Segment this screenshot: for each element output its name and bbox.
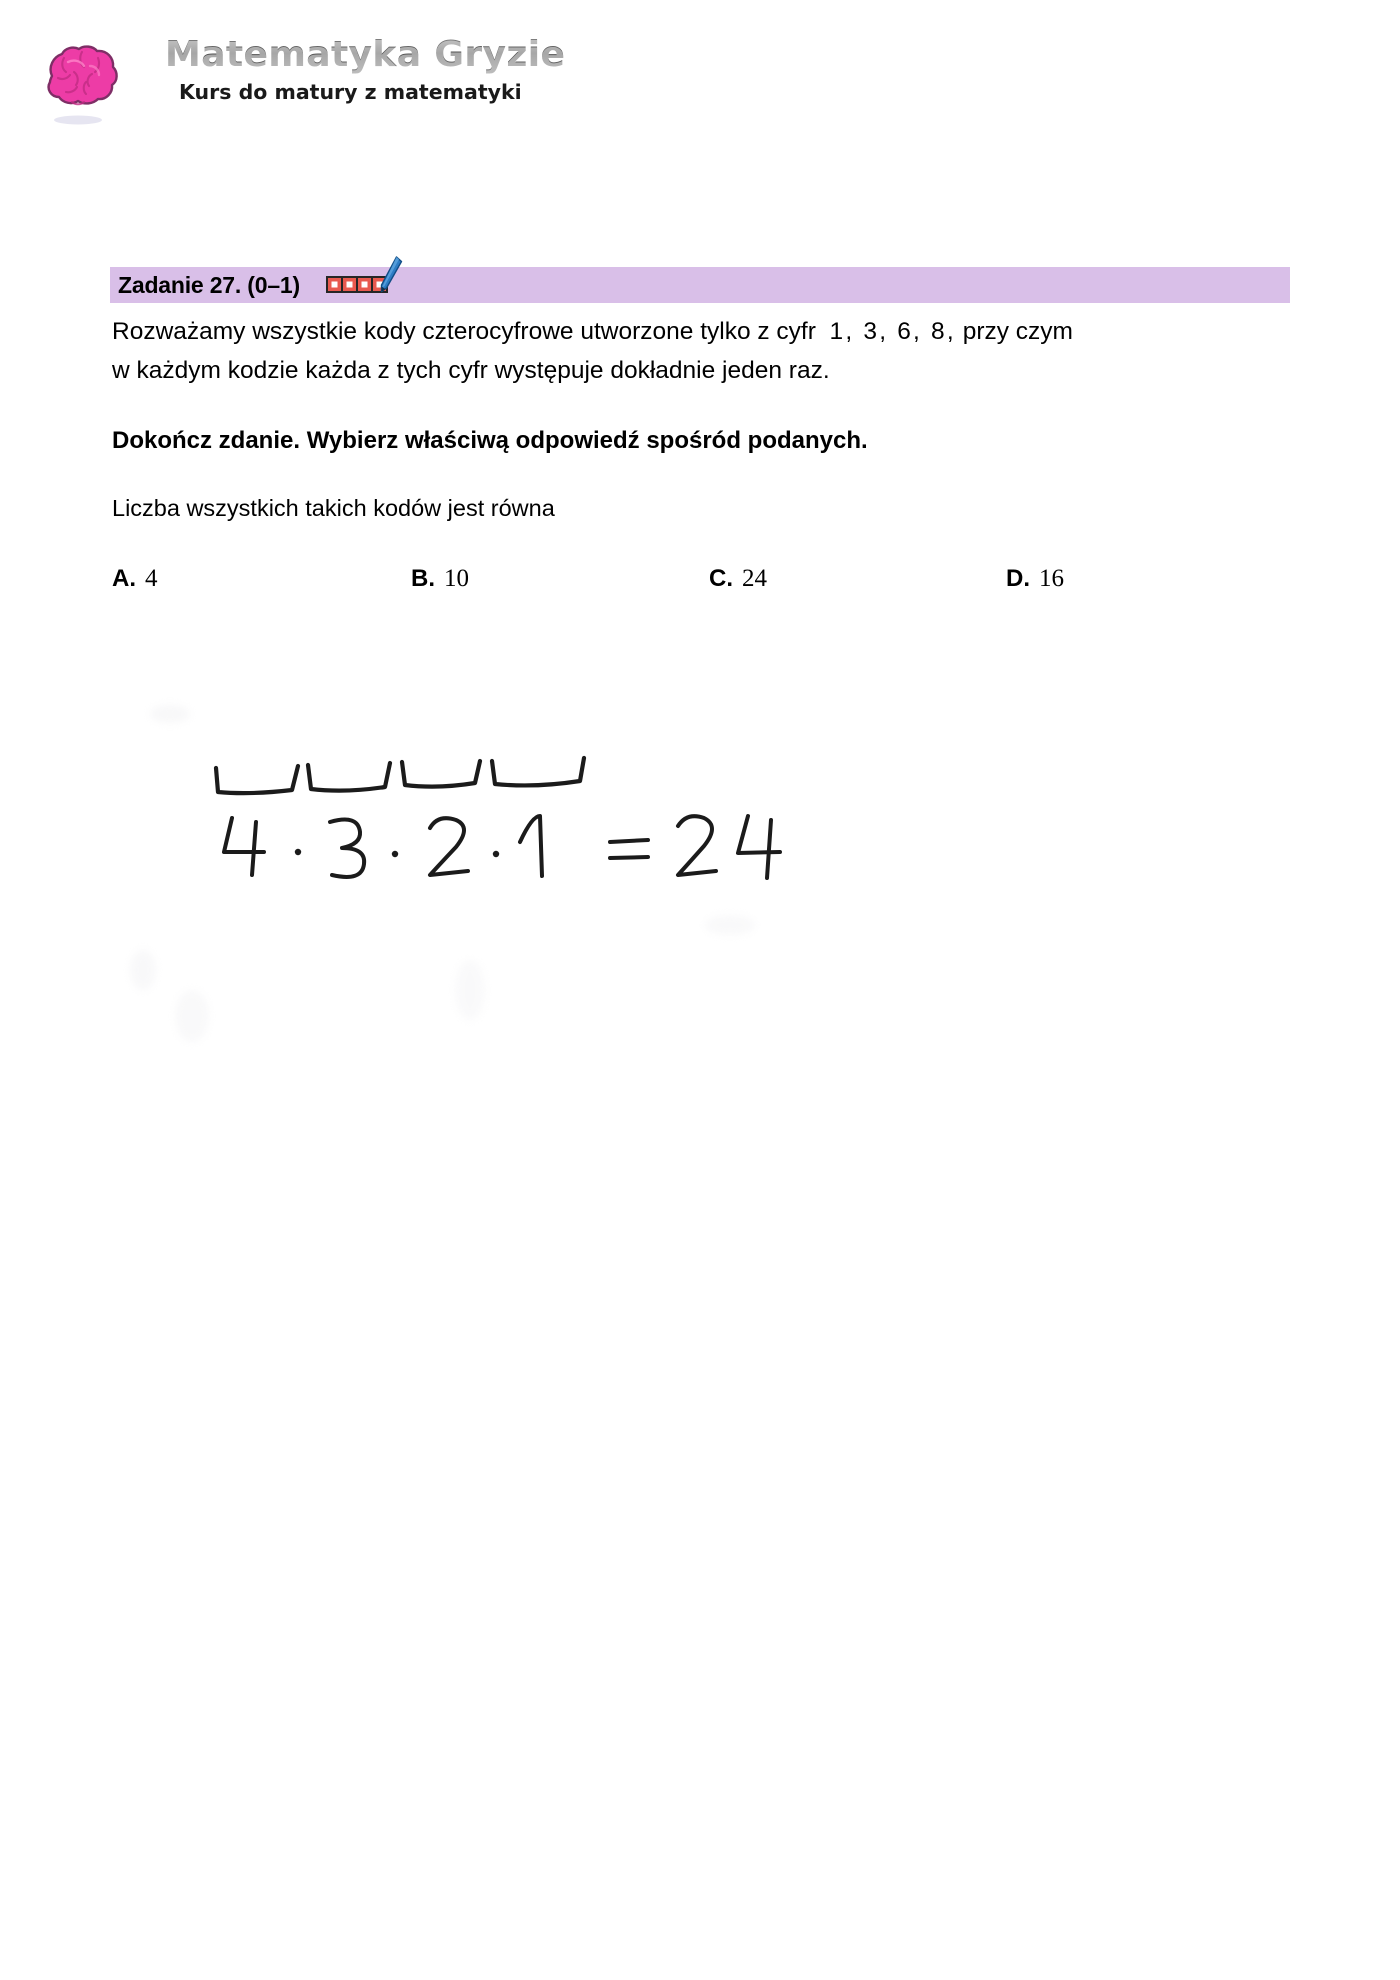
scan-smudge — [150, 705, 190, 723]
answer-letter-c: C. — [709, 565, 733, 592]
stem-text-after: przy czym — [962, 318, 1073, 345]
handwritten-solution — [180, 730, 800, 910]
scan-smudge — [175, 990, 209, 1042]
answer-value-c: 24 — [742, 565, 767, 592]
four-boxes-and-pen-icon — [326, 265, 400, 305]
brain-icon — [30, 32, 126, 128]
brand-text-block — [165, 36, 565, 104]
four-boxes-icon — [327, 277, 387, 292]
answer-option-d[interactable] — [1006, 565, 1064, 593]
brand-subtitle: Kurs do matury z matematyki — [179, 79, 522, 104]
handwritten-slot-marks — [216, 758, 584, 793]
answer-letter-a: A. — [112, 565, 136, 592]
task-stem-line-2: w każdym kodzie każda z tych cyfr występuje dokładnie jeden raz. — [112, 357, 830, 384]
answer-value-a: 4 — [145, 565, 158, 592]
answer-option-a[interactable] — [112, 565, 158, 593]
answer-option-c[interactable] — [709, 565, 767, 593]
answer-value-b: 10 — [444, 565, 469, 592]
brand-title: Matematyka Gryzie — [165, 34, 566, 75]
answer-options — [112, 565, 1272, 601]
task-number-label: Zadanie 27. (0–1) — [118, 271, 300, 298]
task-instruction: Dokończ zdanie. Wybierz właściwą odpowiedź spośród podanych. — [112, 427, 868, 454]
site-header — [0, 0, 1400, 170]
task-lead-in: Liczba wszystkich takich kodów jest równa — [112, 495, 555, 521]
task-stem-line-1 — [112, 318, 1073, 346]
scan-smudge — [705, 915, 755, 935]
stem-digits: 1, 3, 6, 8, — [829, 318, 956, 345]
stem-text-before: Rozważamy wszystkie kody czterocyfrowe utworzone tylko z cyfr — [112, 318, 816, 345]
handwritten-expression — [224, 816, 780, 878]
answer-value-d: 16 — [1039, 565, 1064, 592]
exam-sheet — [0, 170, 1400, 1980]
answer-letter-d: D. — [1006, 565, 1030, 592]
scan-smudge — [455, 960, 485, 1020]
blue-pen-icon — [381, 257, 401, 292]
answer-letter-b: B. — [411, 565, 435, 592]
answer-option-b[interactable] — [411, 565, 469, 593]
task-banner — [110, 267, 1290, 303]
scan-smudge — [130, 950, 156, 990]
